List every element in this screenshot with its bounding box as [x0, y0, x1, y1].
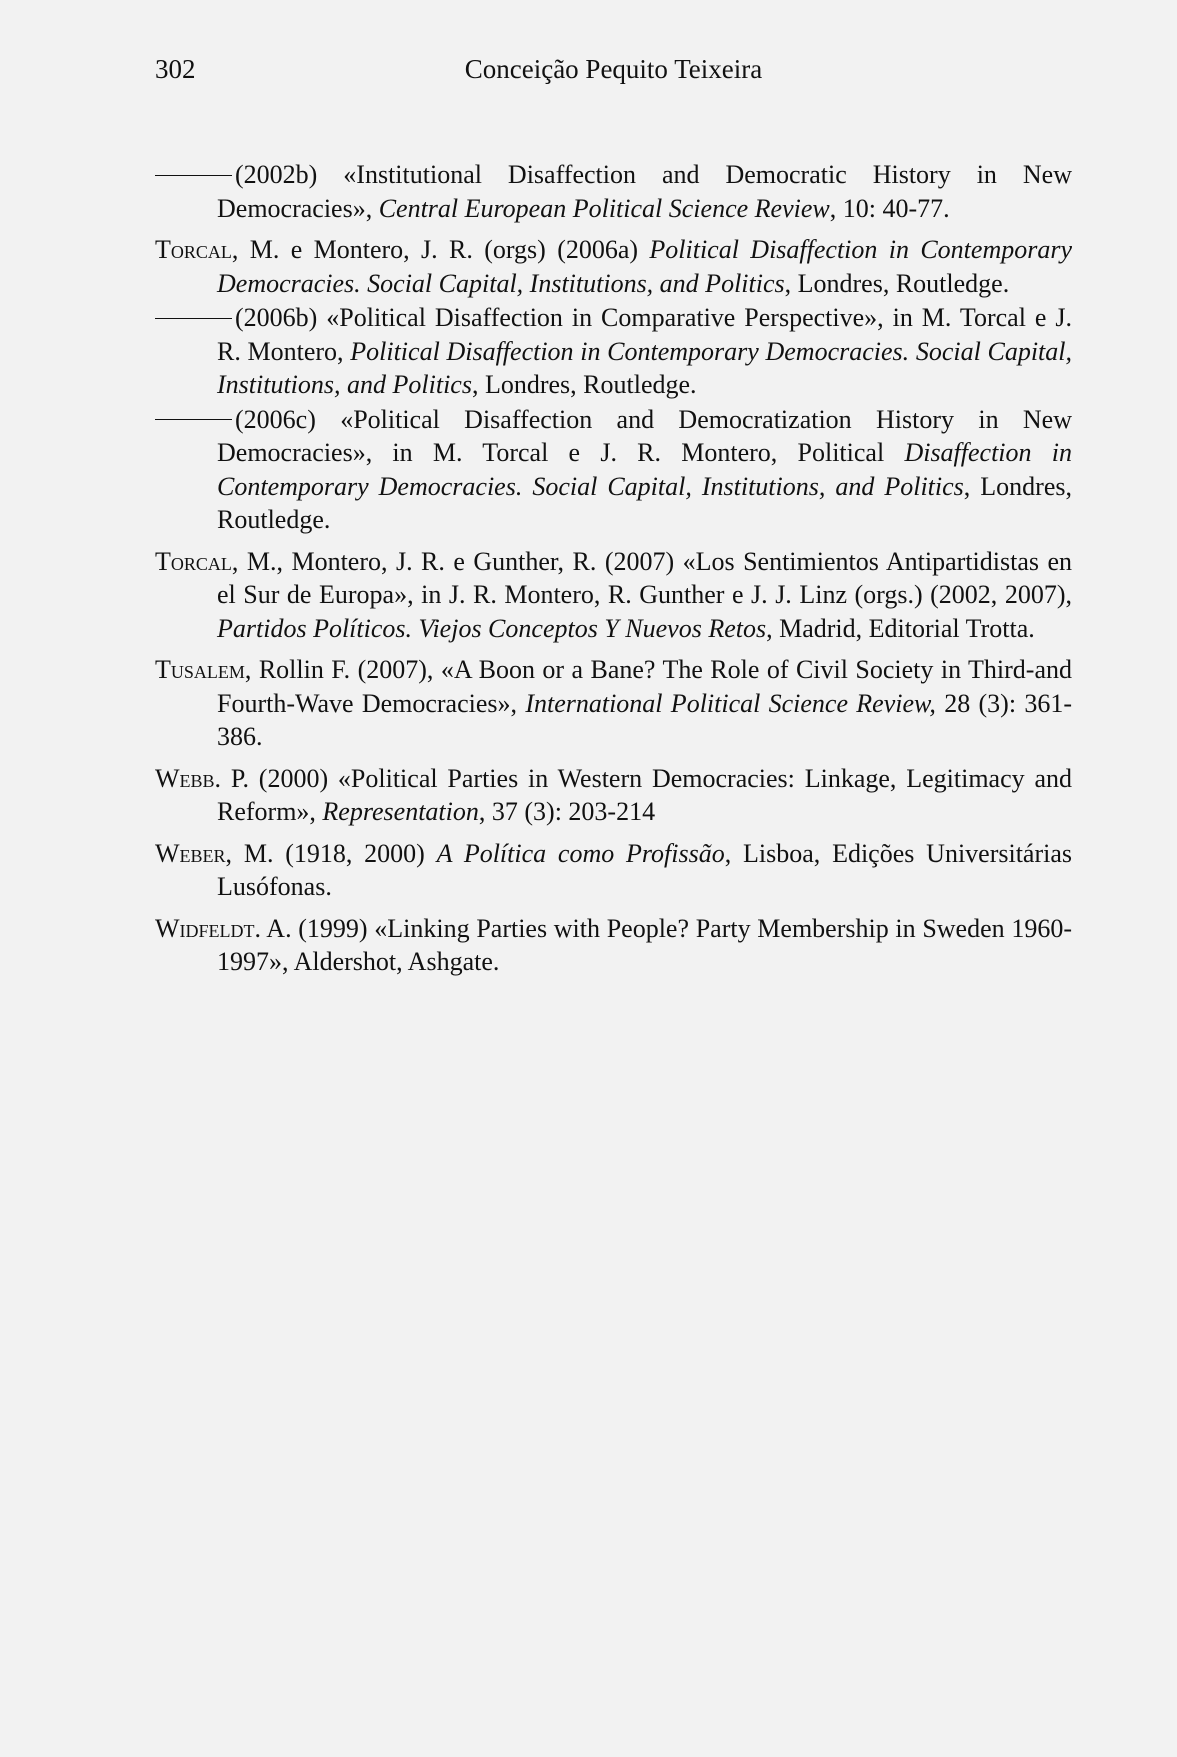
reference-author: Widfeldt	[155, 913, 255, 943]
reference-entry: Widfeldt. A. (1999) «Linking Parties with People? Party Membership in Sweden 1960-1997», Aldershot, Ashgate.	[155, 913, 1072, 976]
reference-author: Torcal	[155, 235, 232, 264]
reference-entry: Torcal, M. e Montero, J. R. (orgs) (2006a) Political Disaffection in Contemporary Democracies. Social Capital, Institutions, and Politics, Londres, Routledge.	[155, 235, 1072, 298]
reference-entry: (2006b) «Political Disaffection in Comparative Perspective», in M. Torcal e J. R. Montero, Political Disaffection in Contemporary Democracies. Social Capital, Institutions, and Politics, Londres, Routledge.	[155, 301, 1072, 402]
reference-entry: Webb. P. (2000) «Political Parties in Western Democracies: Linkage, Legitimacy and Reform», Representation, 37 (3): 203-214	[155, 763, 1072, 826]
reference-list	[155, 158, 1072, 979]
repeat-author-dash	[155, 419, 232, 420]
page-header	[155, 54, 1072, 94]
reference-entry: (2002b) «Institutional Disaffection and Democratic History in New Democracies», Central European Political Science Review, 10: 40-77.	[155, 158, 1072, 225]
reference-entry: Weber, M. (1918, 2000) A Política como Profissão, Lisboa, Edições Universitárias Lusófonas.	[155, 838, 1073, 901]
reference-entry: Tusalem, Rollin F. (2007), «A Boon or a Bane? The Role of Civil Society in Third-and Fourth-Wave Democracies», International Political Science Review, 28 (3): 361-386.	[155, 655, 1072, 751]
page-number: 302	[155, 54, 196, 84]
reference-entry: (2006c) «Political Disaffection and Democratization History in New Democracies», in M. Torcal e J. R. Montero, Political Disaffection in Contemporary Democracies. Social Capital, Institutions, and Politics, Londres, Routledge.	[155, 403, 1072, 537]
reference-author: Webb	[155, 763, 215, 793]
reference-entry: Torcal, M., Montero, J. R. e Gunther, R. (2007) «Los Sentimientos Antipartidistas en el Sur de Europa», in J. R. Montero, R. Gunther e J. J. Linz (orgs.) (2002, 2007), Partidos Políticos. Viejos Conceptos Y Nuevos Retos, Madrid, Editorial Trotta.	[155, 546, 1072, 643]
reference-author: Weber	[155, 838, 226, 868]
repeat-author-dash	[155, 175, 232, 176]
repeat-author-dash	[155, 318, 232, 319]
running-title: Conceição Pequito Teixeira	[464, 54, 763, 84]
reference-author: Tusalem	[155, 655, 245, 684]
reference-author: Torcal	[155, 546, 232, 576]
